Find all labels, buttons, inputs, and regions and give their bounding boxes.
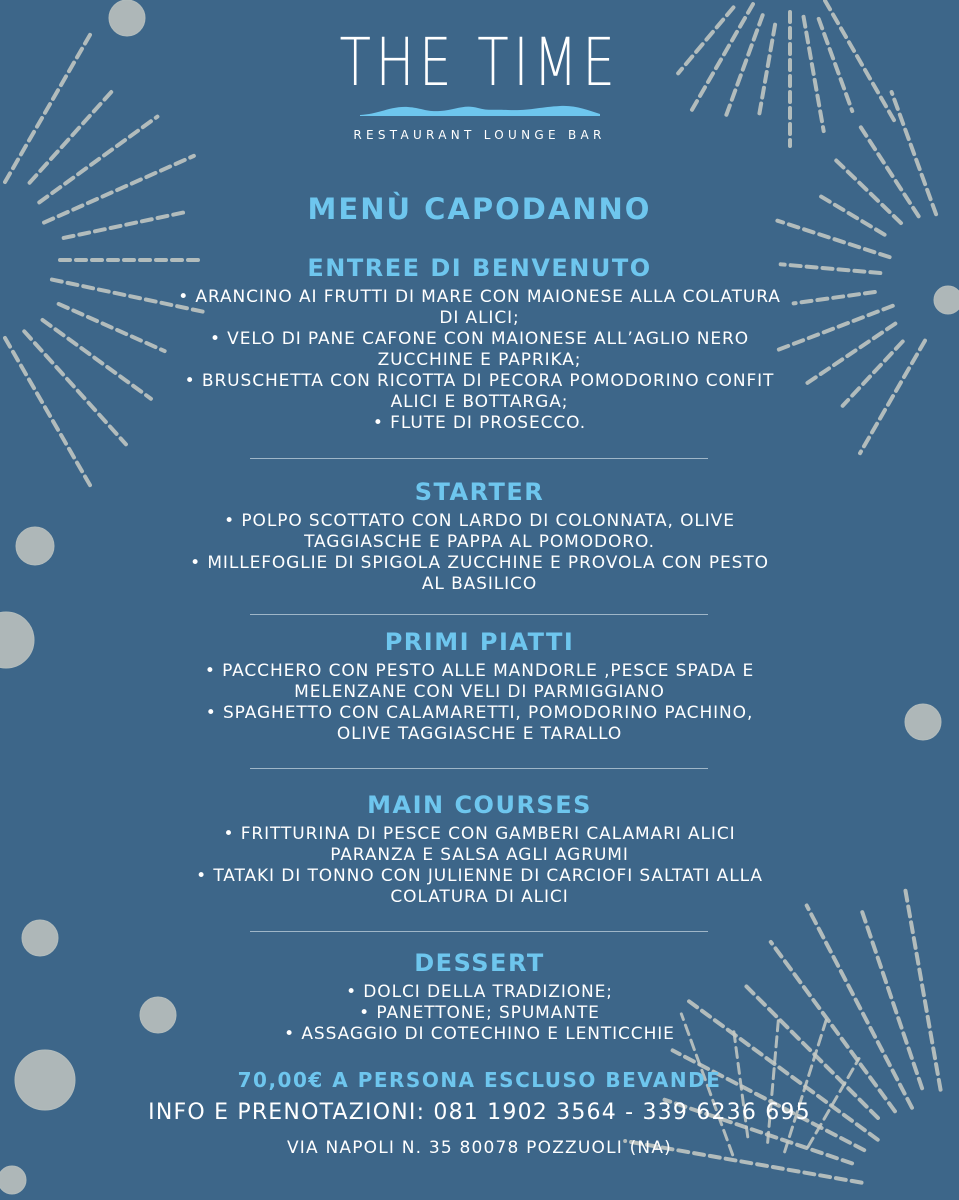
price-line: 70,00€ A PERSONA ESCLUSO BEVANDE	[237, 1068, 722, 1092]
section-starter	[0, 477, 959, 595]
menu-item-line: ZUCCHINE E PAPRIKA;	[377, 350, 582, 370]
section-dessert	[0, 948, 959, 1045]
section-title: PRIMI PIATTI	[384, 628, 575, 656]
menu-item-line: PARANZA E SALSA AGLI AGRUMI	[330, 845, 629, 865]
logo-subtitle: RESTAURANT LOUNGE BAR	[353, 128, 606, 142]
section-title: MAIN COURSES	[367, 791, 592, 819]
menu-item-line: DI ALICI;	[439, 308, 520, 328]
menu-item-line: • FRITTURINA DI PESCE CON GAMBERI CALAMARI ALICI	[223, 824, 736, 844]
menu-item-line: • BRUSCHETTA CON RICOTTA DI PECORA POMODORINO CONFIT	[184, 371, 775, 391]
menu-item-line: • SPAGHETTO CON CALAMARETTI, POMODORINO PACHINO,	[205, 703, 754, 723]
restaurant-logo	[0, 24, 959, 142]
section-divider	[250, 768, 708, 769]
section-primi	[0, 627, 959, 745]
menu-item-line: ALICI E BOTTARGA;	[390, 392, 569, 412]
section-main-courses	[0, 790, 959, 908]
menu-item-line: AL BASILICO	[421, 574, 538, 594]
address: VIA NAPOLI N. 35 80078 POZZUOLI (NA)	[286, 1138, 673, 1158]
menu-item-line: • ARANCINO AI FRUTTI DI MARE CON MAIONESE ALLA COLATURA	[178, 287, 781, 307]
menu-item-line: • TATAKI DI TONNO CON JULIENNE DI CARCIOFI SALTATI ALLA	[196, 866, 763, 886]
section-divider	[250, 458, 708, 459]
menu-title: MENÙ CAPODANNO	[307, 192, 652, 226]
menu-item-line: • PANETTONE; SPUMANTE	[359, 1003, 600, 1023]
section-divider	[250, 614, 708, 615]
menu-item-line: • PACCHERO CON PESTO ALLE MANDORLE ,PESCE SPADA E	[204, 661, 755, 681]
section-title: ENTREE DI BENVENUTO	[307, 254, 652, 282]
menu-item-line: • DOLCI DELLA TRADIZIONE;	[346, 982, 613, 1002]
section-entree	[0, 253, 959, 434]
menu-item-line: • ASSAGGIO DI COTECHINO E LENTICCHIE	[284, 1024, 675, 1044]
logo-title: THE TIME	[339, 24, 620, 101]
booking-info: INFO E PRENOTAZIONI: 081 1902 3564 - 339 6236 695	[148, 1100, 811, 1125]
menu-item-line: • POLPO SCOTTATO CON LARDO DI COLONNATA, OLIVE	[224, 511, 735, 531]
menu-item-line: TAGGIASCHE E PAPPA AL POMODORO.	[304, 532, 655, 552]
logo-wave-icon	[360, 102, 600, 116]
menu-item-line: MELENZANE CON VELI DI PARMIGGIANO	[294, 682, 665, 702]
section-title: STARTER	[414, 478, 545, 506]
menu-item-line: COLATURA DI ALICI	[390, 887, 569, 907]
section-title: DESSERT	[414, 949, 545, 977]
menu-item-line: • MILLEFOGLIE DI SPIGOLA ZUCCHINE E PROVOLA CON PESTO	[190, 553, 769, 573]
menu-item-line: OLIVE TAGGIASCHE E TARALLO	[336, 724, 623, 744]
section-divider	[250, 931, 708, 932]
menu-item-line: • FLUTE DI PROSECCO.	[372, 413, 587, 433]
menu-item-line: • VELO DI PANE CAFONE CON MAIONESE ALL’AGLIO NERO	[209, 329, 750, 349]
